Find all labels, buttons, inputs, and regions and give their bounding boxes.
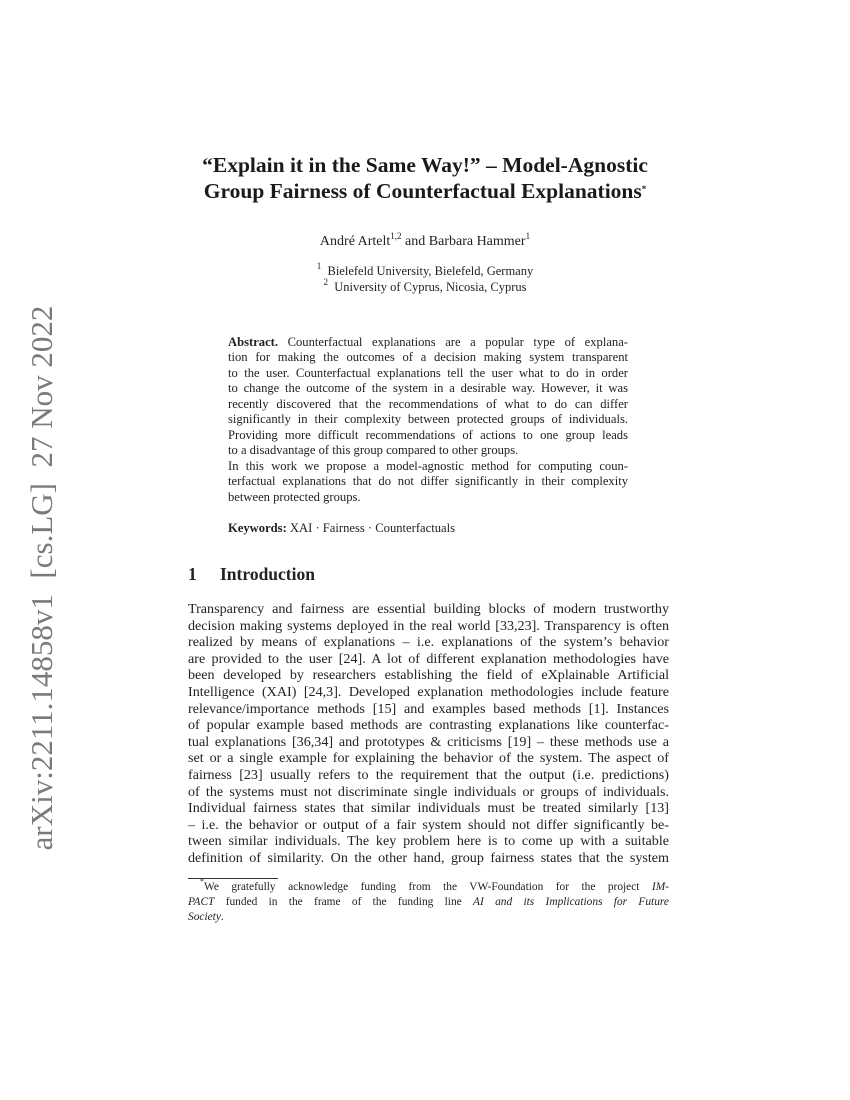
footnote-text: We gratefully acknowledge funding from the VW-Foundation for the project	[204, 881, 652, 893]
section-heading	[188, 564, 315, 585]
abstract-line: terfactual explanations that do not differ significantly in their complexity	[228, 474, 628, 489]
footnote-mark: *	[200, 877, 204, 886]
title-text: Group Fairness of Counterfactual Explanations	[203, 179, 642, 203]
intro-line: been developed by researchers establishing the field of eXplainable Artificial	[188, 667, 669, 684]
intro-line: relevance/importance methods [15] and examples based methods [1]. Instances	[188, 700, 669, 717]
footnote-italic: AI and its Implications for Future	[473, 896, 669, 908]
intro-line: of popular example based methods are contrasting explanations like counterfac-	[188, 717, 669, 734]
title-line-1: “Explain it in the Same Way!” – Model-Agnostic	[202, 153, 648, 177]
abstract-line: significantly in their complexity between protected groups of individuals.	[228, 412, 628, 427]
abstract-line: Providing more difficult recommendations of actions to one group leads	[228, 427, 628, 442]
abstract-label: Abstract.	[228, 335, 279, 349]
affiliation-number: 2	[323, 277, 328, 287]
affiliations	[150, 263, 700, 295]
affiliation	[150, 279, 700, 295]
intro-line: Individual fairness states that similar individuals must be treated similarly [13]	[188, 800, 669, 817]
abstract-line	[228, 335, 628, 350]
affiliation	[150, 263, 700, 279]
abstract-line: to change the outcome of the system in a desirable way. However, it was	[228, 381, 628, 396]
intro-line: realized by means of explanations – i.e. explanations of the system’s behavior	[188, 634, 669, 651]
footnote-line	[188, 910, 669, 925]
author-conjunction: and	[401, 234, 429, 249]
intro-line: set or a single example for explaining the behavior of the system. The aspect of	[188, 750, 669, 767]
footnote-text: .	[220, 911, 224, 923]
title-line-2	[150, 178, 700, 204]
intro-line: of the systems must not discriminate single individuals or groups of individuals.	[188, 783, 669, 800]
abstract-text: Counterfactual explanations are a popular type of explana-	[278, 335, 628, 349]
footnote	[188, 877, 669, 925]
title-footnote-mark: *	[641, 184, 647, 194]
abstract-line: recently discovered that the recommendations of what to do can differ	[228, 396, 628, 411]
footnote-line	[188, 877, 669, 895]
author-name: Barbara Hammer	[428, 234, 526, 249]
abstract-line: tion for making the outcomes of a decision making system transparent	[228, 350, 628, 365]
author-affil-sup: 1	[525, 231, 531, 241]
intro-line: – i.e. the behavior or output of a fair system should not differ significantly be-	[188, 816, 669, 833]
intro-line: are provided to the user [24]. A lot of different explanation methodologies have	[188, 650, 669, 667]
author-list	[150, 231, 700, 250]
intro-line: Intelligence (XAI) [24,3]. Developed explanation methodologies include feature	[188, 683, 669, 700]
footnote-italic: IM-	[651, 881, 669, 893]
affiliation-number: 1	[316, 261, 322, 271]
section-number: 1	[188, 564, 197, 584]
abstract	[228, 335, 628, 505]
intro-line: definition of similarity. On the other hand, group fairness states that the system	[188, 849, 669, 866]
abstract-line: to a disadvantage of this group compared to other groups.	[228, 443, 519, 458]
footnote-italic: Society	[188, 911, 221, 923]
arxiv-stamp: arXiv:2211.14858v1 [cs.LG] 27 Nov 2022	[24, 305, 59, 851]
author-affil-sup: 1,2	[390, 231, 402, 241]
abstract-line: to the user. Counterfactual explanations tell the user what to do in order	[228, 365, 628, 380]
intro-paragraph	[188, 601, 669, 867]
intro-line: tual explanations [36,34] and prototypes & criticisms [19] – these methods use a	[188, 733, 669, 750]
section-title: Introduction	[220, 564, 315, 584]
intro-line: fairness [23] usually refers to the requirement that the output (i.e. predictions)	[188, 766, 669, 783]
footnote-text: funded in the frame of the funding line	[214, 896, 474, 908]
footnote-line	[188, 895, 669, 910]
affiliation-text: Bielefeld University, Bielefeld, Germany	[327, 264, 534, 278]
author-name: André Artelt	[319, 234, 391, 249]
intro-line: tween similar individuals. The key problem here is to come up with a suitable	[188, 833, 669, 850]
keywords	[228, 521, 455, 536]
intro-line: decision making systems deployed in the real world [33,23]. Transparency is often	[188, 617, 669, 634]
abstract-line: In this work we propose a model-agnostic method for computing coun-	[228, 458, 628, 473]
intro-line: Transparency and fairness are essential building blocks of modern trustworthy	[188, 601, 669, 617]
paper-title	[150, 152, 700, 204]
keywords-label: Keywords:	[228, 521, 287, 535]
affiliation-text: University of Cyprus, Nicosia, Cyprus	[334, 280, 527, 294]
keywords-text: XAI · Fairness · Counterfactuals	[286, 521, 455, 535]
abstract-line: between protected groups.	[228, 489, 361, 504]
footnote-italic: PACT	[188, 896, 215, 908]
